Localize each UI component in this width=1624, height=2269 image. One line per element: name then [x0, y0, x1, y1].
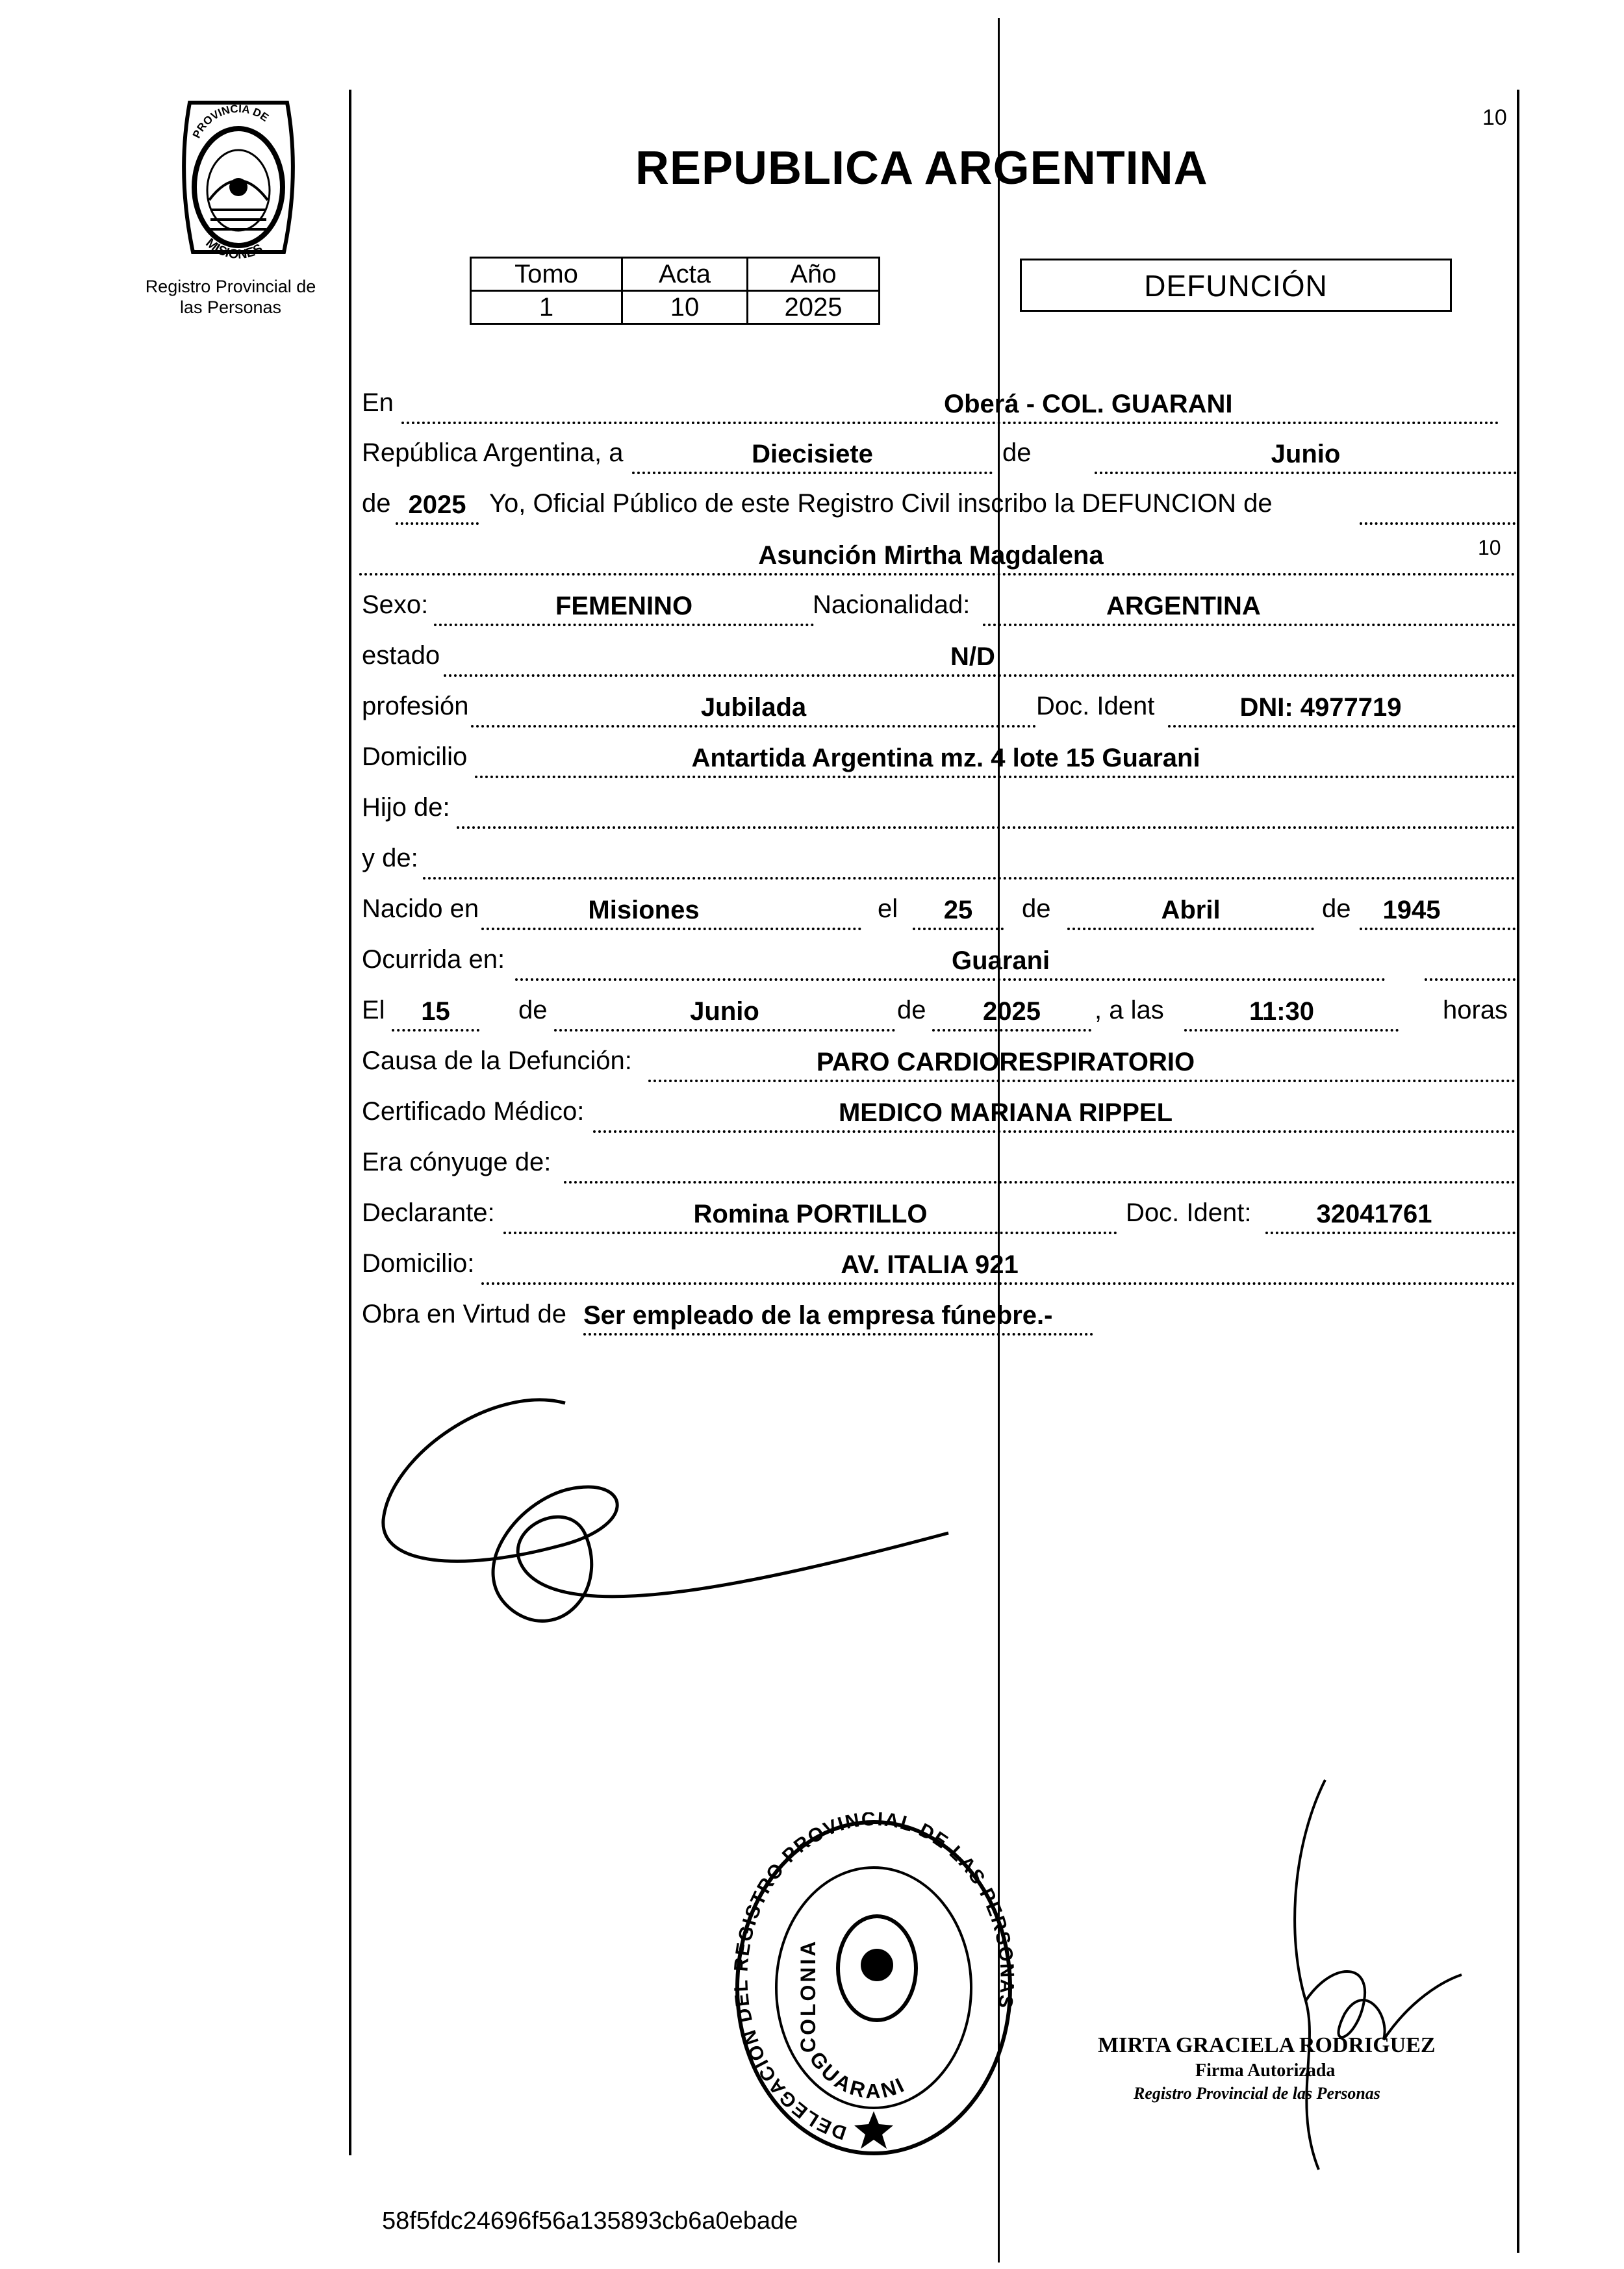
- signatory-org: Registro Provincial de las Personas: [1134, 2084, 1380, 2103]
- dotted-line: [396, 522, 479, 525]
- de-label: de: [1022, 894, 1051, 923]
- dotted-line: [932, 1029, 1091, 1032]
- death-day: 15: [421, 997, 450, 1026]
- deceased-name: Asunción Mirtha Magdalena: [758, 541, 1104, 570]
- el-label: el: [878, 894, 898, 923]
- svg-text:MISIONES: MISIONES: [203, 235, 265, 262]
- dotted-line: [1360, 522, 1516, 525]
- dotted-line: [444, 674, 1516, 677]
- estado-value: N/D: [950, 642, 995, 671]
- ocurrida-value: Guarani: [952, 946, 1050, 975]
- document-hash: 58f5fdc24696f56a135893cb6a0ebade: [382, 2207, 798, 2235]
- causa-value: PARO CARDIORESPIRATORIO: [816, 1048, 1195, 1076]
- declarante-doc-label: Doc. Ident:: [1126, 1198, 1252, 1227]
- death-time: 11:30: [1249, 997, 1315, 1026]
- ocurrida-label: Ocurrida en:: [362, 945, 505, 974]
- estado-label: estado: [362, 641, 440, 670]
- dotted-line: [593, 1130, 1516, 1133]
- row-ocurrida: [359, 935, 1516, 981]
- row-conyuge: [359, 1138, 1516, 1184]
- domicilio2-label: Domicilio:: [362, 1249, 475, 1278]
- dotted-line: [434, 624, 814, 626]
- de-label: de: [1002, 438, 1032, 467]
- horas-label: horas: [1443, 996, 1508, 1024]
- province-logo: [170, 77, 307, 278]
- row-domicilio: [359, 733, 1516, 778]
- acta-header: Acta: [622, 258, 748, 291]
- de-label: de: [518, 996, 548, 1024]
- obra-label: Obra en Virtud de: [362, 1300, 567, 1328]
- row-obra: [359, 1290, 1516, 1336]
- domicilio-label: Domicilio: [362, 742, 468, 771]
- record-table: [470, 257, 880, 325]
- doc-ident-value: DNI: 4977719: [1239, 693, 1402, 722]
- dotted-line: [1425, 978, 1516, 981]
- declarant-signature: [364, 1377, 1013, 1650]
- nacido-day: 25: [943, 896, 973, 924]
- year-value: 2025: [408, 490, 466, 519]
- anio-header: Año: [748, 258, 880, 291]
- dotted-line: [1360, 928, 1516, 930]
- page-number: 10: [1482, 105, 1507, 130]
- declarante-doc-value: 32041761: [1316, 1200, 1432, 1228]
- dotted-line: [503, 1232, 1117, 1234]
- tomo-value: 1: [471, 291, 622, 324]
- row-name: [359, 530, 1516, 576]
- declarante-label: Declarante:: [362, 1198, 495, 1227]
- doc-ident-label: Doc. Ident: [1036, 692, 1155, 720]
- left-margin-rule: [349, 90, 351, 2155]
- hijo-de-label: Hijo de:: [362, 793, 450, 822]
- certificado-value: MEDICO MARIANA RIPPEL: [838, 1098, 1173, 1127]
- right-margin-rule: [1517, 90, 1519, 2253]
- dotted-line: [481, 928, 861, 930]
- margin-number: 10: [1478, 536, 1501, 559]
- month-value: Junio: [1271, 440, 1341, 468]
- conyuge-label: Era cónyuge de:: [362, 1148, 552, 1176]
- dotted-line: [583, 1333, 1093, 1336]
- row-declarante: [359, 1189, 1516, 1234]
- signatory-role: Firma Autorizada: [1195, 2060, 1336, 2081]
- y-de-label: y de:: [362, 844, 418, 872]
- svg-text:DELEGACION DEL REGISTRO PROVIN: DELEGACION DEL REGISTRO PROVINCIAL DE LAS PERSONAS: [731, 1812, 1017, 2144]
- profesion-value: Jubilada: [700, 693, 807, 722]
- nacionalidad-label: Nacionalidad:: [813, 590, 971, 619]
- domicilio2-value: AV. ITALIA 921: [841, 1250, 1019, 1279]
- row-certificado: [359, 1087, 1516, 1133]
- de-label: de: [1322, 894, 1351, 923]
- page-title: REPUBLICA ARGENTINA: [635, 142, 1208, 194]
- nacido-year: 1945: [1382, 896, 1441, 924]
- row-hijo-de: [359, 783, 1516, 829]
- acta-value: 10: [622, 291, 748, 324]
- dotted-line: [983, 624, 1516, 626]
- row-y-de: [359, 834, 1516, 880]
- dotted-line: [648, 1080, 1516, 1082]
- svg-text:COLONIA: COLONIA: [796, 1938, 820, 2053]
- nacido-place: Misiones: [588, 896, 700, 924]
- causa-label: Causa de la Defunción:: [362, 1046, 632, 1075]
- record-type-box: DEFUNCIÓN: [1020, 259, 1452, 312]
- svg-text:GUARANI: GUARANI: [805, 2047, 910, 2103]
- nacionalidad-value: ARGENTINA: [1106, 592, 1261, 620]
- dotted-line: [564, 1181, 1516, 1184]
- sexo-value: FEMENINO: [555, 592, 693, 620]
- dotted-line: [913, 928, 1004, 930]
- domicilio-value: Antartida Argentina mz. 4 lote 15 Guarani: [691, 744, 1200, 772]
- en-label: En: [362, 388, 394, 417]
- dotted-line: [1067, 928, 1314, 930]
- row-en: [359, 379, 1516, 424]
- nacido-month: Abril: [1161, 896, 1221, 924]
- death-year: 2025: [983, 997, 1041, 1026]
- day-value: Diecisiete: [752, 440, 873, 468]
- row-sexo: [359, 581, 1516, 626]
- dotted-line: [554, 1029, 895, 1032]
- dotted-line: [481, 1282, 1516, 1285]
- dotted-line: [475, 776, 1516, 778]
- en-value: Oberá - COL. GUARANI: [944, 390, 1233, 418]
- row-republica: [359, 429, 1516, 474]
- nacido-label: Nacido en: [362, 894, 479, 923]
- inscribo-text: Yo, Oficial Público de este Registro Civil inscribo la DEFUNCION de: [489, 489, 1273, 518]
- dotted-line: [632, 472, 993, 474]
- row-causa: [359, 1037, 1516, 1082]
- official-signature: [1215, 1767, 1488, 2209]
- registry-label: Registro Provincial de las Personas: [145, 277, 316, 317]
- republica-label: República Argentina, a: [362, 438, 624, 467]
- de-label: de: [897, 996, 926, 1024]
- dotted-line: [423, 877, 1516, 880]
- alas-label: , a las: [1095, 996, 1164, 1024]
- dotted-line: [1095, 472, 1517, 474]
- row-domicilio2: [359, 1239, 1516, 1285]
- official-stamp: [731, 1812, 1017, 2163]
- sexo-label: Sexo:: [362, 590, 429, 619]
- obra-value: Ser empleado de la empresa fúnebre.-: [583, 1301, 1053, 1330]
- dotted-line: [471, 725, 1036, 728]
- svg-text:PROVINCIA DE: PROVINCIA DE: [190, 102, 272, 140]
- dotted-line: [457, 826, 1516, 829]
- dotted-line: [1265, 1232, 1516, 1234]
- dotted-line: [1184, 1029, 1399, 1032]
- dotted-line: [359, 573, 1516, 576]
- row-nacido: [359, 885, 1516, 930]
- row-el: [359, 986, 1516, 1032]
- dotted-line: [401, 422, 1499, 424]
- death-month: Junio: [690, 997, 759, 1026]
- certificado-label: Certificado Médico:: [362, 1097, 585, 1126]
- row-estado: [359, 631, 1516, 677]
- dotted-line: [515, 978, 1386, 981]
- el-label: El: [362, 996, 385, 1024]
- dotted-line: [1168, 725, 1516, 728]
- de-label: de: [362, 489, 391, 518]
- declarante-value: Romina PORTILLO: [693, 1200, 928, 1228]
- row-year: [359, 479, 1516, 525]
- signatory-name: MIRTA GRACIELA RODRIGUEZ: [1098, 2033, 1436, 2057]
- tomo-header: Tomo: [471, 258, 622, 291]
- row-profesion: [359, 682, 1516, 728]
- profesion-label: profesión: [362, 692, 469, 720]
- anio-value: 2025: [748, 291, 880, 324]
- dotted-line: [392, 1029, 479, 1032]
